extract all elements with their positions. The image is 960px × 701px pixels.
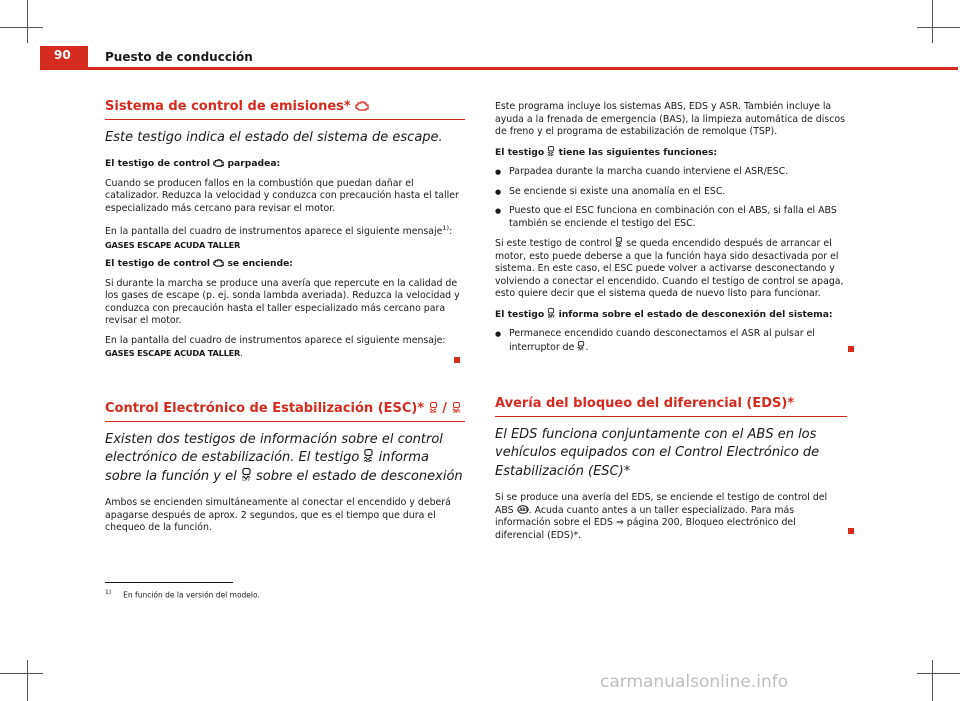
display-message: GASES ESCAPE ACUDA TALLER. <box>105 348 243 359</box>
crop-mark <box>917 673 960 674</box>
paragraph: Este programa incluye los sistemas ABS, EDS y ASR. También incluye la ayuda a la frenada de emergencia (BAS), la limpieza automática de discos de freno y el programa de estabilización de remolque (TSP). <box>495 101 846 137</box>
section-heading-eds: Avería del bloqueo del diferencial (EDS)* <box>495 398 847 417</box>
esc-off-icon <box>241 468 252 481</box>
section-end-mark <box>848 346 854 352</box>
paragraph: Si durante la marcha se produce una avería que repercute en la calidad de los gases de escape (p. ej. sonda lambda averiada). Reduzca la velocidad y conduzca con precaución hasta el taller especializado más cercano para revisar el motor. <box>105 277 460 327</box>
svg-text:OFF: OFF <box>242 476 251 481</box>
crop-mark <box>917 27 960 28</box>
paragraph: En la pantalla del cuadro de instrumentos aparece el siguiente mensaje$^{1)}$: <box>105 224 453 238</box>
abs-icon <box>517 505 529 514</box>
watermark: carmanualsonline.info <box>600 672 789 692</box>
crop-mark <box>932 0 933 43</box>
subheading-off-state: El testigo OFF informa sobre el estado de desconexión del sistema: <box>495 308 833 320</box>
list-item: ● Puesto que el ESC funciona en combinación con el ABS, si falla el ABS también se enciende el testigo del ESC. <box>495 205 851 230</box>
display-message: GASES ESCAPE ACUDA TALLER <box>105 239 241 250</box>
header-rule <box>40 67 958 70</box>
crop-mark <box>27 0 28 43</box>
esc-off-icon <box>547 308 555 318</box>
left-column-esc <box>105 402 465 542</box>
engine-icon <box>355 101 369 111</box>
svg-text:OFF: OFF <box>452 410 461 413</box>
section-lead: Existen dos testigos de información sobre el control electrónico de estabilización. El testigo informa sobre la función y el OFF sobre el estado de desconexión <box>105 431 463 484</box>
svg-text:OFF: OFF <box>578 347 585 351</box>
esc-off-icon <box>452 402 461 413</box>
engine-icon <box>213 159 224 167</box>
svg-text:ABS: ABS <box>518 506 528 512</box>
left-column <box>105 101 465 367</box>
chapter-title: Puesto de conducción <box>105 50 253 64</box>
svg-text:OFF: OFF <box>548 314 556 318</box>
section-lead: Este testigo indica el estado del sistema de escape. <box>105 129 443 145</box>
crop-mark <box>27 660 28 701</box>
list-item: ● Se enciende si existe una anomalía en el ESC. <box>495 186 851 199</box>
subheading-blink: El testigo de control parpadea: <box>105 158 281 169</box>
crop-mark <box>0 27 43 28</box>
list-item: ● Parpadea durante la marcha cuando interviene el ASR/ESC. <box>495 166 851 179</box>
section-lead: El EDS funciona conjuntamente con el ABS en los vehículos equipados con el Control Electrónico de Estabilización (ESC)* <box>495 426 820 479</box>
esc-skid-icon <box>429 402 438 413</box>
paragraph: En la pantalla del cuadro de instrumentos aparece el siguiente mensaje: <box>105 334 446 346</box>
paragraph: Si se produce una avería del EDS, se enciende el testigo de control del ABS ABS . Acuda cuanto antes a un taller especializado. Para más información sobre el EDS ⇒ página 200, Bloqueo electrónico del diferencial (EDS)*. <box>495 492 828 541</box>
page-number: 90 <box>54 48 71 62</box>
paragraph: Ambos se encienden simultáneamente al conectar el encendido y deberá apagarse después de aprox. 2 segundos, que es el tiempo que dura el chequeo de la función. <box>105 497 451 533</box>
section-heading-esc: Control Electrónico de Estabilización (ESC)* / OFF <box>105 402 465 422</box>
crop-mark <box>932 660 933 701</box>
right-column <box>495 101 851 361</box>
subheading-functions: El testigo tiene las siguientes funciones: <box>495 146 718 158</box>
esc-skid-icon <box>547 146 555 156</box>
esc-skid-icon <box>363 449 374 462</box>
engine-icon <box>213 259 224 267</box>
subheading-on: El testigo de control se enciende: <box>105 258 293 270</box>
footnote-rule <box>105 582 233 583</box>
section-heading-emissions: Sistema de control de emisiones* <box>105 101 465 120</box>
paragraph: Cuando se producen fallos en la combustión que puedan dañar el catalizador. Reduzca la velocidad y conduzca con precaución hasta el taller especializado más cercano para revisar el motor. <box>105 177 459 214</box>
right-column-eds <box>495 398 847 549</box>
list-item: ● Permanece encendido cuando desconectamos el ASR al pulsar el interruptor de OFF . <box>495 328 851 354</box>
esc-skid-icon <box>615 237 623 247</box>
crop-mark <box>0 673 43 674</box>
esc-off-icon <box>577 341 585 351</box>
section-end-mark <box>848 528 854 534</box>
footnote: $^{1)}$ En función de la versión del modelo. <box>105 589 260 600</box>
section-end-mark <box>454 357 460 363</box>
paragraph: Si este testigo de control se queda encendido después de arrancar el motor, esto puede deberse a que la función haya sido desactivada por el sistema. En este caso, el ESC puede volver a activarse desconectando y volviendo a conectar el encendido. Cuando el testigo de control se apaga, esto quiere decir que el sistema queda de nuevo listo para funcionar. <box>495 238 844 299</box>
